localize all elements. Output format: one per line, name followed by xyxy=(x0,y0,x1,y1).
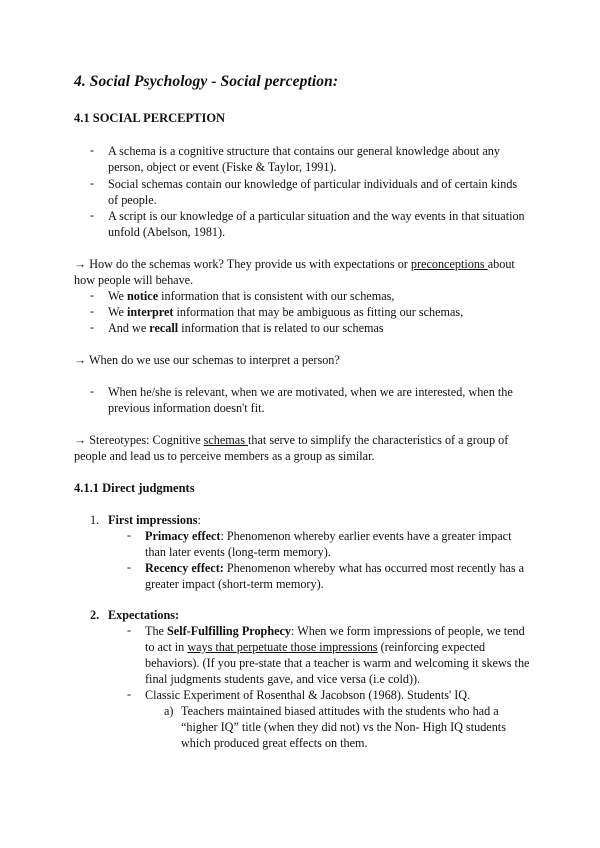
bullet-dash: - xyxy=(90,176,95,190)
bullet-dash: - xyxy=(90,143,95,157)
list-number: 2. xyxy=(90,608,100,622)
bullet-text: behaviors). (If you pre-state that a teacher is warm and welcoming it skews the xyxy=(145,656,530,670)
bullet-dash: - xyxy=(90,304,95,318)
bullet-dash: - xyxy=(90,384,95,398)
bullet-text: The Self-Fulfilling Prophecy: When we form impressions of people, we tend xyxy=(145,624,525,638)
bullet-text: than later events (long-term memory). xyxy=(145,545,331,559)
bullet-text: of people. xyxy=(108,193,157,207)
bullet-dash: - xyxy=(127,687,132,701)
bullet-text: greater impact (short-term memory). xyxy=(145,577,324,591)
bullet-text: A schema is a cognitive structure that contains our general knowledge about any xyxy=(108,144,500,158)
bullet-text: A script is our knowledge of a particular situation and the way events in that situation xyxy=(108,209,525,223)
paragraph-stereotypes: → Stereotypes: Cognitive schemas that serve to simplify the characteristics of a group of xyxy=(74,433,509,447)
sub-list-text: “higher IQ” title (when they did not) vs the Non- High IQ students xyxy=(181,720,506,734)
section-heading-4-1: 4.1 SOCIAL PERCEPTION xyxy=(74,111,226,125)
bullet-dash: - xyxy=(90,288,95,302)
bullet-dash: - xyxy=(127,528,132,542)
bullet-text: When he/she is relevant, when we are motivated, when we are interested, when the xyxy=(108,385,513,399)
bullet-dash: - xyxy=(127,560,132,574)
bullet-dash: - xyxy=(90,208,95,222)
bullet-text: And we recall information that is related to our schemas xyxy=(108,321,384,335)
bullet-text: We interpret information that may be ambiguous as fitting our schemas, xyxy=(108,305,464,319)
bullet-text: Primacy effect: Phenomenon whereby earlier events have a greater impact xyxy=(145,529,512,543)
bullet-text: unfold (Abelson, 1981). xyxy=(108,225,226,239)
sub-list-label: a) xyxy=(164,704,174,718)
paragraph-how-schemas: → How do the schemas work? They provide us with expectations or preconceptions about xyxy=(74,257,515,271)
schemas-link: schemas xyxy=(203,433,248,447)
bullet-dash: - xyxy=(127,623,132,637)
bullet-text: We notice information that is consistent with our schemas, xyxy=(108,289,395,303)
bullet-text: previous information doesn't fit. xyxy=(108,401,265,415)
bullet-text: Classic Experiment of Rosenthal & Jacobson (1968). Students' IQ. xyxy=(145,688,471,702)
bullet-text: to act in ways that perpetuate those impressions (reinforcing expected xyxy=(145,640,486,654)
bullet-dash: - xyxy=(90,320,95,334)
sub-list-text: which produced great effects on them. xyxy=(181,736,368,750)
sub-list-text: Teachers maintained biased attitudes with the students who had a xyxy=(181,704,499,718)
bullet-text: final judgments students gave, and vice versa (i.e cold)). xyxy=(145,672,421,686)
bullet-text: Social schemas contain our knowledge of particular individuals and of certain kinds xyxy=(108,177,518,191)
section-heading-4-1-1: 4.1.1 Direct judgments xyxy=(74,481,195,495)
paragraph-line: how people will behave. xyxy=(74,273,194,287)
page-title: 4. Social Psychology - Social perception: xyxy=(74,73,339,90)
paragraph-line: people and lead us to perceive members as a group as similar. xyxy=(74,449,375,463)
list-item-first-impressions: First impressions: xyxy=(108,513,201,527)
bullet-text: person, object or event (Fiske & Taylor, 1991). xyxy=(108,160,337,174)
bullet-text: Recency effect: Phenomenon whereby what has occurred most recently has a xyxy=(145,561,525,575)
preconceptions-link: preconceptions xyxy=(410,257,488,271)
perpetuate-link: ways that perpetuate those impressions xyxy=(187,640,378,654)
paragraph-when-schemas: → When do we use our schemas to interpret a person? xyxy=(74,353,340,367)
list-item-expectations: Expectations: xyxy=(108,608,180,622)
list-number: 1. xyxy=(90,513,100,527)
